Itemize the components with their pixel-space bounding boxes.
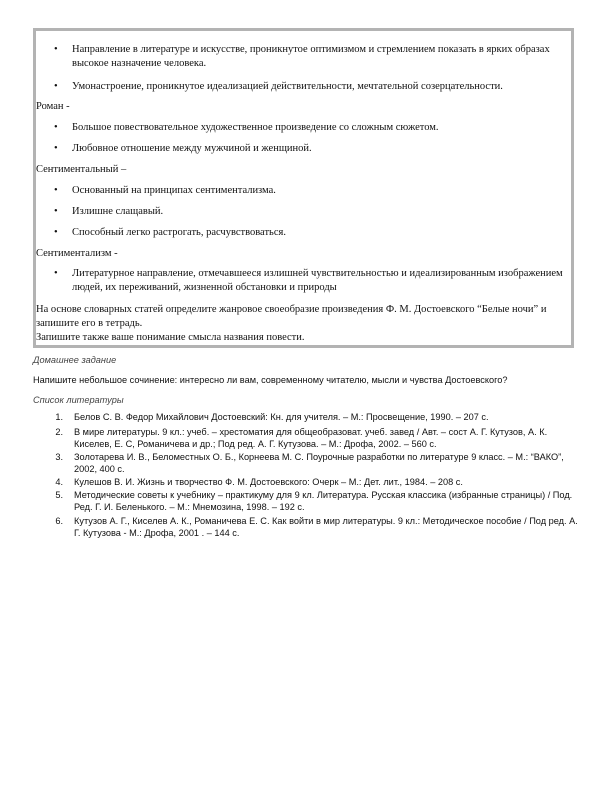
- term-roman: Роман -: [36, 101, 70, 112]
- reference-text: Белов С. В. Федор Михайлович Достоевский: Кн. для учителя. – М.: Просвещение, 1990. – 207 с.: [74, 412, 489, 422]
- bullet-icon: •: [54, 44, 58, 55]
- reference-number: 3.: [55, 452, 63, 462]
- bullet-icon: •: [54, 268, 58, 279]
- reference-number: 1.: [55, 412, 63, 422]
- homework-text: Напишите небольшое сочинение: интересно ли вам, современному читателю, мысли и чувства Достоевского?: [33, 375, 508, 385]
- reference-number: 6.: [55, 516, 63, 526]
- bullet-icon: •: [54, 81, 58, 92]
- definition-text: Основанный на принципах сентиментализма.: [72, 185, 276, 196]
- reference-number: 2.: [55, 427, 63, 437]
- references-heading: Список литературы: [33, 395, 124, 405]
- bullet-icon: •: [54, 122, 58, 133]
- bullet-icon: •: [54, 143, 58, 154]
- reference-number: 5.: [55, 490, 63, 500]
- bullet-icon: •: [54, 227, 58, 238]
- definition-text: Большое повествовательное художественное произведение со сложным сюжетом.: [72, 122, 439, 133]
- reference-text: Золотарева И. В., Беломестных О. Б., Корнеева М. С. Поурочные разработки по литературе 9 класс. – М.: “ВАКО”, 2002, 400 с.: [74, 452, 564, 474]
- reference-number: 4.: [55, 477, 63, 487]
- definitions-box: [33, 28, 574, 348]
- definition-text: Направление в литературе и искусстве, проникнутое оптимизмом и стремлением показать в ярких образах высокое назначение человека.: [72, 44, 550, 69]
- task-text: На основе словарных статей определите жанровое своеобразие произведения Ф. М. Достоевского “Белые ночи” и запишите его в тетрадь.: [36, 304, 547, 329]
- reference-text: В мире литературы. 9 кл.: учеб. – хрестоматия для общеобразоват. учеб. завед / Авт. – сост А. Г. Кутузов, А. К. Киселев, Е. С, Романичева и др.; Под ред. А. Г. Кутузова. – М.: Дрофа, 2002. – 560 с.: [74, 427, 548, 449]
- definition-text: Литературное направление, отмечавшееся излишней чувствительностью и идеализированным изображением людей, их переживаний, жизненной обстановки и природы: [72, 268, 563, 293]
- term-sentimental: Сентиментальный –: [36, 164, 127, 175]
- reference-text: Кулешов В. И. Жизнь и творчество Ф. М. Достоевского: Очерк – М.: Дет. лит., 1984. – 208 с.: [74, 477, 463, 487]
- term-sentimentalism: Сентиментализм -: [36, 248, 118, 259]
- bullet-icon: •: [54, 185, 58, 196]
- reference-text: Кутузов А. Г., Киселев А. К., Романичева Е. С. Как войти в мир литературы. 9 кл.: Методическое пособие / Под ред. А. Г. Кутузова - М.: Дрофа, 2001 . – 144 с.: [74, 516, 578, 538]
- definition-text: Любовное отношение между мужчиной и женщиной.: [72, 143, 312, 154]
- definition-text: Умонастроение, проникнутое идеализацией действительности, мечтательной созерцательности.: [72, 81, 503, 92]
- list-item: [36, 43, 571, 71]
- definition-text: Способный легко растрогать, расчувствоваться.: [72, 227, 286, 238]
- task-text-2: Запишите также ваше понимание смысла названия повести.: [36, 332, 305, 343]
- homework-heading: Домашнее задание: [33, 355, 117, 365]
- reference-text: Методические советы к учебнику – практикуму для 9 кл. Литература. Русская классика (избранные страницы) / Под. Ред. Г. И. Беленького. – М.: Мнемозина, 1998. – 192 с.: [74, 490, 573, 512]
- bullet-icon: •: [54, 206, 58, 217]
- definition-text: Излишне слащавый.: [72, 206, 164, 217]
